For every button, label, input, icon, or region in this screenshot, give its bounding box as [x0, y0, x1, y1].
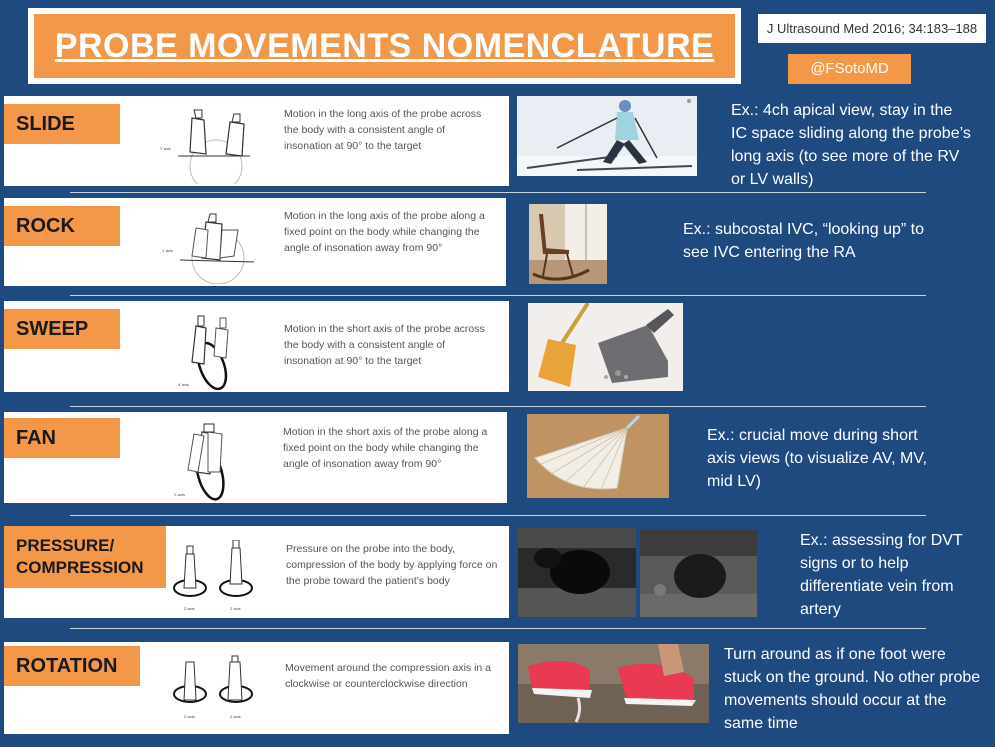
rock-description: Motion in the long axis of the probe along a fixed point on the body while changing the angle of insonation away from 90°	[284, 210, 485, 254]
term-fan: FAN	[4, 418, 120, 458]
rock-example: Ex.: subcostal IVC, “looking up” to see IVC entering the RA	[683, 221, 924, 261]
divider	[70, 628, 926, 629]
rotation-example: Turn around as if one foot were stuck on the ground. No other probe movements should occur at the same time	[724, 646, 981, 732]
axis-label: Z axis	[184, 714, 195, 719]
ultrasound-image-uncompressed	[518, 528, 636, 617]
term-pressure-compression: PRESSURE/ COMPRESSION	[4, 526, 166, 588]
broom-dustpan-photo	[528, 303, 683, 391]
axis-label: Z axis	[230, 606, 241, 611]
author-handle: @FSotoMD	[788, 54, 911, 84]
axis-label: X axis	[174, 492, 185, 497]
rock-probe-diagram	[158, 200, 258, 284]
ultrasound-image-compressed	[640, 530, 757, 617]
divider	[70, 515, 926, 516]
axis-label: Z axis	[230, 714, 241, 719]
rotation-description: Movement around the compression axis in a clockwise or counterclockwise direction	[285, 662, 492, 690]
sweep-probe-diagram	[168, 306, 248, 390]
axis-label: X axis	[178, 382, 189, 387]
title-banner	[28, 8, 741, 84]
slide-description: Motion in the long axis of the probe across the body with a consistent angle of insonation at 90° to the target	[284, 108, 482, 152]
axis-label: Z axis	[184, 606, 195, 611]
term-rotation: ROTATION	[4, 646, 140, 686]
fan-example: Ex.: crucial move during short axis views (to visualize AV, MV, mid LV)	[707, 427, 927, 490]
slide-example: Ex.: 4ch apical view, stay in the IC space sliding along the probe’s long axis (to see more of the RV or LV walls)	[731, 102, 971, 188]
sweep-description: Motion in the short axis of the probe across the body with a consistent angle of insonation at 90° to the target	[284, 323, 485, 367]
citation: J Ultrasound Med 2016; 34:183–188	[758, 14, 986, 43]
divider	[70, 295, 926, 296]
pressure-probe-diagram	[166, 540, 266, 616]
page-title: PROBE MOVEMENTS NOMENCLATURE	[54, 26, 715, 65]
fan-probe-diagram	[168, 416, 248, 502]
divider	[70, 406, 926, 407]
term-rock: ROCK	[4, 206, 120, 246]
axis-label: Y axis	[162, 248, 173, 253]
slide-probe-diagram	[158, 100, 258, 184]
rotation-probe-diagram	[166, 652, 266, 728]
fan-description: Motion in the short axis of the probe along a fixed point on the body while changing the angle of insonation away from 90°	[283, 426, 488, 470]
pressure-description: Pressure on the probe into the body, compression of the body by applying force on the probe toward the patient’s body	[286, 543, 498, 587]
rocking-chair-photo	[529, 204, 607, 284]
axis-label: Y axis	[160, 146, 171, 151]
hand-fan-photo	[527, 414, 669, 498]
term-slide: SLIDE	[4, 104, 120, 144]
skier-photo	[517, 96, 697, 176]
term-sweep: SWEEP	[4, 309, 120, 349]
shoe-gum-photo	[518, 644, 709, 723]
divider	[70, 192, 926, 193]
pressure-example: Ex.: assessing for DVT signs or to help differentiate vein from artery	[800, 532, 963, 618]
